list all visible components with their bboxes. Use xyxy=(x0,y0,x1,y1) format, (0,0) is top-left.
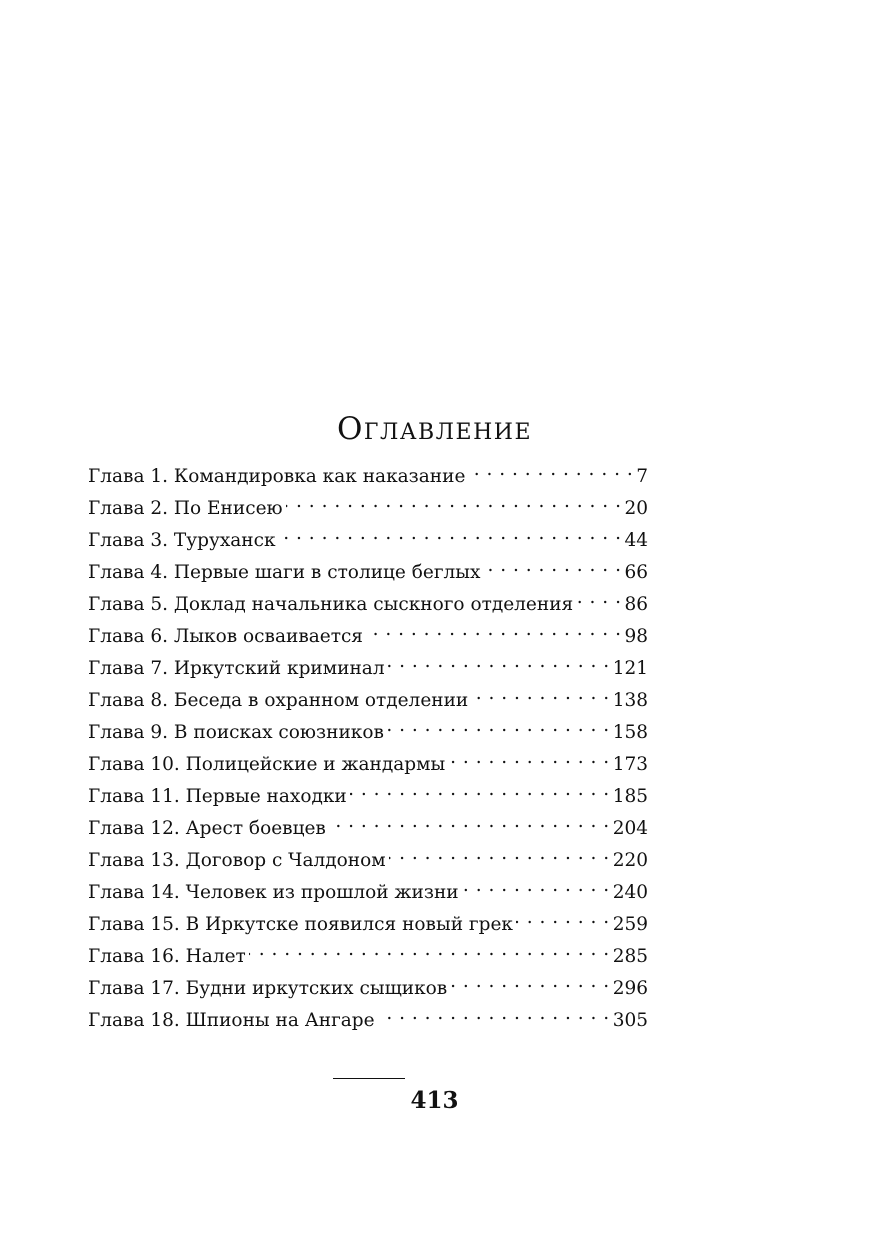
toc-entry-page: 138 xyxy=(612,690,648,711)
toc-dot-leader xyxy=(279,522,622,546)
toc-entry-label: Глава 2. По Енисею xyxy=(88,498,283,519)
toc-dot-leader xyxy=(448,746,609,770)
toc-entry-label: Глава 5. Доклад начальника сыскного отделения xyxy=(88,594,574,615)
toc-entry xyxy=(88,554,648,586)
toc-entry xyxy=(88,938,648,970)
toc-dot-leader xyxy=(329,810,610,834)
toc-entry-label: Глава 4. Первые шаги в столице беглых xyxy=(88,562,481,583)
toc-entry xyxy=(88,586,648,618)
toc-list xyxy=(88,458,648,1034)
toc-entry-page: 158 xyxy=(612,722,648,743)
toc-entry xyxy=(88,746,648,778)
toc-dot-leader xyxy=(366,618,621,642)
toc-entry-page: 285 xyxy=(612,946,648,967)
toc-entry xyxy=(88,714,648,746)
toc-dot-leader xyxy=(483,554,621,578)
toc-entry xyxy=(88,970,648,1002)
toc-dot-leader xyxy=(471,682,609,706)
toc-entry-page: 44 xyxy=(624,530,648,551)
toc-entry-label: Глава 3. Туруханск xyxy=(88,530,276,551)
toc-dot-leader xyxy=(516,906,610,930)
toc-entry-label: Глава 16. Налет xyxy=(88,946,246,967)
toc-entry-page: 7 xyxy=(636,466,648,487)
toc-dot-leader xyxy=(350,778,610,802)
toc-entry-page: 204 xyxy=(612,818,648,839)
toc-entry-label: Глава 8. Беседа в охранном отделении xyxy=(88,690,469,711)
toc-dot-leader xyxy=(249,938,610,962)
toc-dot-leader xyxy=(378,1002,610,1026)
toc-dot-leader xyxy=(468,458,633,482)
toc-entry-label: Глава 13. Договор с Чалдоном xyxy=(88,850,386,871)
toc-entry xyxy=(88,618,648,650)
toc-entry-label: Глава 15. В Иркутске появился новый грек xyxy=(88,914,513,935)
toc-entry-label: Глава 10. Полицейские и жандармы xyxy=(88,754,446,775)
toc-entry-label: Глава 17. Будни иркутских сыщиков xyxy=(88,978,448,999)
toc-entry xyxy=(88,522,648,554)
toc-entry xyxy=(88,490,648,522)
toc-dot-leader xyxy=(388,650,610,674)
toc-entry xyxy=(88,682,648,714)
toc-entry-page: 173 xyxy=(612,754,648,775)
toc-title: Оглавление xyxy=(336,410,533,447)
toc-entry-page: 98 xyxy=(624,626,648,647)
toc-entry xyxy=(88,842,648,874)
toc-entry xyxy=(88,778,648,810)
toc-entry-page: 259 xyxy=(612,914,648,935)
toc-entry xyxy=(88,1002,648,1034)
toc-dot-leader xyxy=(387,714,610,738)
toc-entry-page: 121 xyxy=(612,658,648,679)
toc-entry xyxy=(88,906,648,938)
toc-entry-page: 185 xyxy=(612,786,648,807)
toc-entry-label: Глава 12. Арест боевцев xyxy=(88,818,326,839)
toc-entry xyxy=(88,810,648,842)
toc-dot-leader xyxy=(576,586,621,610)
folio-rule xyxy=(333,1078,405,1079)
toc-entry-label: Глава 14. Человек из прошлой жизни xyxy=(88,882,459,903)
toc-entry-page: 296 xyxy=(612,978,648,999)
toc-entry-label: Глава 6. Лыков осваивается xyxy=(88,626,363,647)
toc-entry xyxy=(88,458,648,490)
toc-entry-label: Глава 9. В поисках союзников xyxy=(88,722,384,743)
toc-entry-label: Глава 1. Командировка как наказание xyxy=(88,466,466,487)
toc-dot-leader xyxy=(286,490,622,514)
toc-entry xyxy=(88,650,648,682)
toc-entry xyxy=(88,874,648,906)
toc-entry-page: 86 xyxy=(624,594,648,615)
toc-entry-page: 240 xyxy=(612,882,648,903)
toc-entry-label: Глава 11. Первые находки xyxy=(88,786,347,807)
toc-entry-page: 305 xyxy=(612,1010,648,1031)
toc-dot-leader xyxy=(462,874,610,898)
page-number: 413 xyxy=(410,1087,459,1114)
toc-entry-label: Глава 7. Иркутский криминал xyxy=(88,658,385,679)
toc-dot-leader xyxy=(389,842,610,866)
toc-entry-page: 66 xyxy=(624,562,648,583)
toc-entry-label: Глава 18. Шпионы на Ангаре xyxy=(88,1010,375,1031)
toc-dot-leader xyxy=(450,970,609,994)
toc-entry-page: 20 xyxy=(624,498,648,519)
toc-entry-page: 220 xyxy=(612,850,648,871)
